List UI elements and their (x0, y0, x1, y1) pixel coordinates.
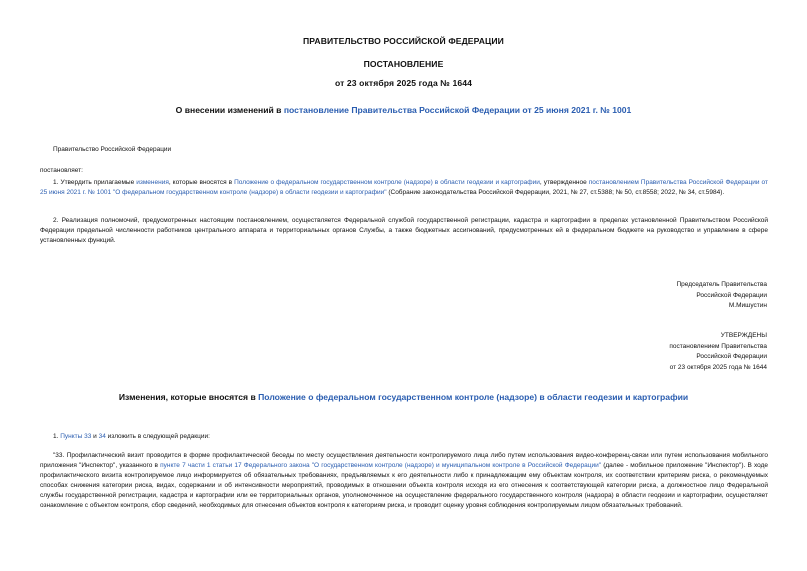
government-heading: ПРАВИТЕЛЬСТВО РОССИЙСКОЙ ФЕДЕРАЦИИ (303, 36, 504, 46)
federal-law-link[interactable]: пункте 7 части 1 статьи 17 Федерального закона "О государственном контроле (надзоре) и муниципальном контроле в Российской Федерации" (160, 462, 602, 469)
change-item-1 (53, 432, 210, 442)
signature-line-3: М.Мишустин (728, 302, 767, 309)
decree-text: постановляет: (40, 167, 83, 174)
signature-block (676, 280, 767, 312)
decree-1001-link[interactable]: постановлением Правительства Российской Федерации от 25 июня 2021 г. № 1001 "О федеральном государственном контроле (надзоре) в области геодезии и картографии" (40, 179, 768, 196)
doc-date-number: от 23 октября 2025 года № 1644 (334, 78, 472, 88)
item1-text-b: и (91, 433, 99, 440)
point-33-link[interactable]: Пункты 33 (60, 433, 92, 440)
point-33-paragraph (40, 451, 768, 511)
p1-text-c: , утвержденное (539, 179, 589, 186)
doc-type-heading: ПОСТАНОВЛЕНИЕ (363, 59, 444, 69)
p1-text-a: 1. Утвердить прилагаемые (53, 179, 137, 186)
paragraph-1 (40, 178, 768, 198)
changes-title-prefix: Изменения, которые вносятся в (118, 392, 259, 402)
p33-text-a: "33. Профилактический визит проводится в форме профилактической беседы по месту осуществления деятельности контролируемого лица либо путем использования видео-конференц-связи или путем использования мобильного приложения "Инспектор", указанного в (40, 452, 768, 469)
approval-line-3: Российской Федерации (696, 353, 767, 360)
issuer-text: Правительство Российской Федерации (53, 146, 172, 153)
approval-line-2: постановлением Правительства (669, 342, 767, 350)
approval-line-4: от 23 октября 2025 года № 1644 (669, 363, 767, 371)
changes-title (0, 392, 807, 402)
item1-text-a: 1. (53, 433, 61, 440)
p33-text-b: (далее - мобильное приложение "Инспектор"). В ходе профилактического визита контролируемое лицо информируется об обязательных требованиях, предъявляемых к его деятельности либо к принадлежащим ему объектам контроля, их соответствии критериям риска, о рекомендуемых способах снижения категории риска, видах, содержании и об интенсивности мероприятий, проводимых в отношении объекта контроля исходя из его отнесения к соответствующей категории риска, а должностное лицо Федеральной службы государственной регистрации, кадастра и картографии или ее территориальных органов, уполномоченное на осуществление федерального государственного контроля (надзора) в области геодезии и картографии, осуществляет ознакомление с объектом контроля, сбор сведений, необходимых для отнесения объектов контроля к категориям риска, и проводит оценку уровня соблюдения контролируемым лицом обязательных требований. (40, 462, 769, 509)
signature-line-1: Председатель Правительства (676, 281, 767, 288)
amended-decree-link[interactable]: постановление Правительства Российской Федерации от 25 июня 2021 г. № 1001 (283, 105, 632, 115)
signature-line-2: Российской Федерации (696, 291, 767, 299)
p1-text-d: (Собрание законодательства Российской Федерации, 2021, № 27, ст.5388; № 50, ст.8558; 2022, № 34, ст.5984). (386, 189, 725, 196)
regulation-link[interactable]: Положение о федеральном государственном контроле (надзоре) в области геодезии и картографии (234, 179, 540, 186)
approval-block (669, 331, 767, 373)
point-34-link[interactable]: 34 (98, 433, 106, 440)
item1-text-c: изложить в следующей редакции: (105, 433, 210, 440)
approval-line-1: УТВЕРЖДЕНЫ (720, 332, 767, 339)
document-title (0, 105, 807, 115)
paragraph-2: 2. Реализация полномочий, предусмотренных настоящим постановлением, осуществляется Федеральной службой государственной регистрации, кадастра и картографии в пределах установленной Правительством Российской Федерации предельной численности работников центрального аппарата и территориальных органов Службы, а также бюджетных ассигнований, предусмотренных ей в федеральном бюджете на руководство и управление в сфере установленных функций. (40, 217, 768, 244)
changes-link[interactable]: изменения (136, 179, 169, 186)
changes-regulation-link[interactable]: Положение о федеральном государственном контроле (надзоре) в области геодезии и картографии (258, 392, 689, 402)
p1-text-b: , которые вносятся в (168, 179, 235, 186)
title-prefix: О внесении изменений в (175, 105, 284, 115)
